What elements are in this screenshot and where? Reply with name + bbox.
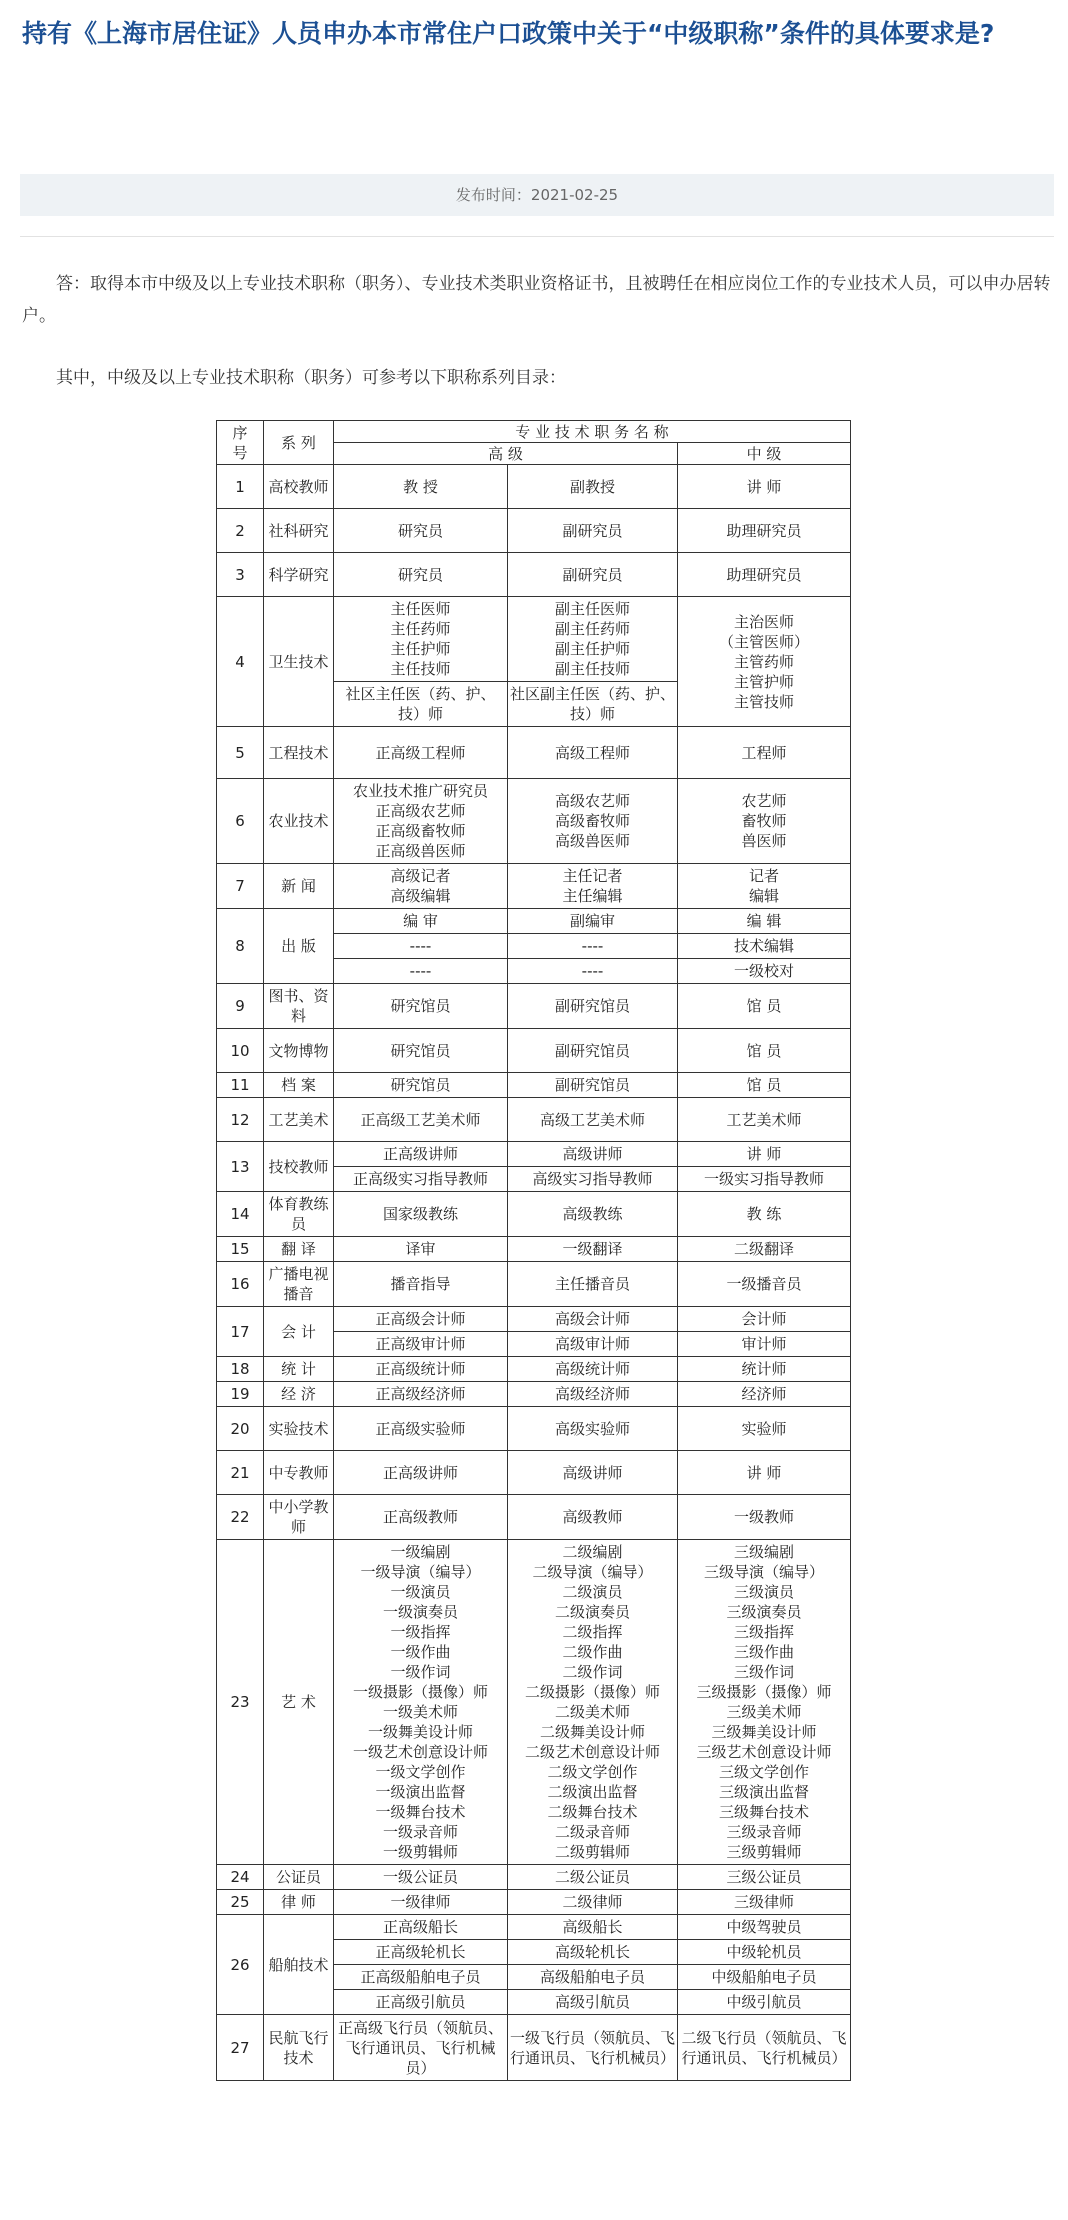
middle-title: 教 练 <box>678 1192 851 1237</box>
senior-title-a: ---- <box>334 934 508 959</box>
header-senior: 高 级 <box>334 443 678 465</box>
senior-title-a: 研究馆员 <box>334 984 508 1029</box>
senior-title-b: 高级轮机长 <box>508 1940 678 1965</box>
senior-title-a: 正高级飞行员（领航员、飞行通讯员、飞行机械员） <box>334 2015 508 2081</box>
row-no: 9 <box>217 984 264 1029</box>
middle-title: 助理研究员 <box>678 509 851 553</box>
senior-title-a: 一级公证员 <box>334 1865 508 1890</box>
senior-title-a: 正高级统计师 <box>334 1357 508 1382</box>
senior-title-a: 正高级实习指导教师 <box>334 1167 508 1192</box>
row-series: 工艺美术 <box>264 1098 334 1142</box>
row-series: 律 师 <box>264 1890 334 1915</box>
row-series: 农业技术 <box>264 779 334 864</box>
senior-title-b: 社区副主任医（药、护、技）师 <box>508 682 678 727</box>
header-series: 系 列 <box>264 421 334 465</box>
table-row <box>217 909 851 934</box>
senior-title-b: 高级实习指导教师 <box>508 1167 678 1192</box>
row-series: 会 计 <box>264 1307 334 1357</box>
row-series: 高校教师 <box>264 465 334 509</box>
table-row <box>217 1262 851 1307</box>
senior-title-a: 一级律师 <box>334 1890 508 1915</box>
senior-title-a: 国家级教练 <box>334 1192 508 1237</box>
row-no: 7 <box>217 864 264 909</box>
middle-title: 讲 师 <box>678 1451 851 1495</box>
senior-title-a: 教 授 <box>334 465 508 509</box>
senior-title-b: 二级律师 <box>508 1890 678 1915</box>
table-row <box>217 553 851 597</box>
header-middle: 中 级 <box>678 443 851 465</box>
senior-title-b: 高级农艺师 高级畜牧师 高级兽医师 <box>508 779 678 864</box>
middle-title: 一级实习指导教师 <box>678 1167 851 1192</box>
row-series: 社科研究 <box>264 509 334 553</box>
row-no: 20 <box>217 1407 264 1451</box>
senior-title-b: 高级讲师 <box>508 1451 678 1495</box>
senior-title-b: 高级统计师 <box>508 1357 678 1382</box>
senior-title-b: 一级翻译 <box>508 1237 678 1262</box>
row-series: 民航飞行技术 <box>264 2015 334 2081</box>
senior-title-a: 正高级会计师 <box>334 1307 508 1332</box>
row-no: 11 <box>217 1073 264 1098</box>
middle-title: 工程师 <box>678 727 851 779</box>
senior-title-b: 高级引航员 <box>508 1990 678 2015</box>
row-no: 15 <box>217 1237 264 1262</box>
table-row <box>217 1540 851 1865</box>
middle-title: 会计师 <box>678 1307 851 1332</box>
table-row <box>217 984 851 1029</box>
row-series: 出 版 <box>264 909 334 984</box>
senior-title-a: 正高级工程师 <box>334 727 508 779</box>
senior-title-a: 正高级讲师 <box>334 1142 508 1167</box>
row-series: 广播电视播音 <box>264 1262 334 1307</box>
senior-title-a: 正高级轮机长 <box>334 1940 508 1965</box>
senior-title-b: 高级船舶电子员 <box>508 1965 678 1990</box>
middle-title: 经济师 <box>678 1382 851 1407</box>
table-row <box>217 1382 851 1407</box>
senior-title-b: 高级经济师 <box>508 1382 678 1407</box>
senior-title-b: 副教授 <box>508 465 678 509</box>
middle-title: 馆 员 <box>678 984 851 1029</box>
row-no: 21 <box>217 1451 264 1495</box>
senior-title-a: 译审 <box>334 1237 508 1262</box>
senior-title-a: 研究馆员 <box>334 1073 508 1098</box>
row-no: 26 <box>217 1915 264 2015</box>
row-no: 22 <box>217 1495 264 1540</box>
table-row <box>217 1307 851 1332</box>
row-series: 船舶技术 <box>264 1915 334 2015</box>
senior-title-b: ---- <box>508 959 678 984</box>
table-row <box>217 1451 851 1495</box>
header-no: 序 号 <box>217 421 264 465</box>
senior-title-a: 正高级船长 <box>334 1915 508 1940</box>
row-series: 经 济 <box>264 1382 334 1407</box>
table-header-row <box>217 421 851 443</box>
senior-title-a: 研究员 <box>334 509 508 553</box>
row-no: 6 <box>217 779 264 864</box>
senior-title-a: 一级编剧 一级导演（编导） 一级演员 一级演奏员 一级指挥 一级作曲 一级作词 一级摄影（摄像）师 一级美术师 一级舞美设计师 一级艺术创意设计师 一级文学创作 一级演出监督 一级舞台技术 一级录音师 一级剪辑师 <box>334 1540 508 1865</box>
senior-title-a: 农业技术推广研究员 正高级农艺师 正高级畜牧师 正高级兽医师 <box>334 779 508 864</box>
senior-title-b: 高级教练 <box>508 1192 678 1237</box>
table-row <box>217 1098 851 1142</box>
middle-title: 讲 师 <box>678 465 851 509</box>
table-row <box>217 1142 851 1167</box>
row-series: 技校教师 <box>264 1142 334 1192</box>
row-no: 10 <box>217 1029 264 1073</box>
middle-title: 二级翻译 <box>678 1237 851 1262</box>
table-row <box>217 864 851 909</box>
senior-title-b: 二级公证员 <box>508 1865 678 1890</box>
senior-title-b: 高级教师 <box>508 1495 678 1540</box>
senior-title-b: 一级飞行员（领航员、飞行通讯员、飞行机械员） <box>508 2015 678 2081</box>
senior-title-b: 高级工程师 <box>508 727 678 779</box>
middle-title: 技术编辑 <box>678 934 851 959</box>
senior-title-b: 高级船长 <box>508 1915 678 1940</box>
senior-title-a: 编 审 <box>334 909 508 934</box>
row-series: 档 案 <box>264 1073 334 1098</box>
senior-title-a: 主任医师 主任药师 主任护师 主任技师 <box>334 597 508 682</box>
middle-title: 三级编剧 三级导演（编导） 三级演员 三级演奏员 三级指挥 三级作曲 三级作词 三级摄影（摄像）师 三级美术师 三级舞美设计师 三级艺术创意设计师 三级文学创作 三级演出监督 三级舞台技术 三级录音师 三级剪辑师 <box>678 1540 851 1865</box>
title-series-table <box>216 420 851 2081</box>
row-no: 3 <box>217 553 264 597</box>
table-row <box>217 1915 851 1940</box>
row-no: 17 <box>217 1307 264 1357</box>
table-row <box>217 1073 851 1098</box>
row-no: 16 <box>217 1262 264 1307</box>
row-no: 2 <box>217 509 264 553</box>
middle-title: 一级教师 <box>678 1495 851 1540</box>
middle-title: 助理研究员 <box>678 553 851 597</box>
middle-title: 二级飞行员（领航员、飞行通讯员、飞行机械员） <box>678 2015 851 2081</box>
row-no: 1 <box>217 465 264 509</box>
senior-title-b: 副主任医师 副主任药师 副主任护师 副主任技师 <box>508 597 678 682</box>
row-series: 图书、资料 <box>264 984 334 1029</box>
row-series: 艺 术 <box>264 1540 334 1865</box>
senior-title-a: 正高级工艺美术师 <box>334 1098 508 1142</box>
middle-title: 审计师 <box>678 1332 851 1357</box>
middle-title: 中级引航员 <box>678 1990 851 2015</box>
table-row <box>217 2015 851 2081</box>
row-no: 14 <box>217 1192 264 1237</box>
row-series: 新 闻 <box>264 864 334 909</box>
senior-title-b: 副研究员 <box>508 553 678 597</box>
row-no: 8 <box>217 909 264 984</box>
middle-title: 中级船舶电子员 <box>678 1965 851 1990</box>
middle-title: 三级公证员 <box>678 1865 851 1890</box>
row-no: 5 <box>217 727 264 779</box>
row-no: 4 <box>217 597 264 727</box>
row-no: 25 <box>217 1890 264 1915</box>
row-series: 公证员 <box>264 1865 334 1890</box>
senior-title-a: 正高级船舶电子员 <box>334 1965 508 1990</box>
senior-title-b: 高级会计师 <box>508 1307 678 1332</box>
row-no: 27 <box>217 2015 264 2081</box>
answer-paragraph: 答：取得本市中级及以上专业技术职称（职务）、专业技术类职业资格证书，且被聘任在相应岗位工作的专业技术人员，可以申办居转户。 <box>22 274 1051 326</box>
publish-time: 发布时间：2021-02-25 <box>20 174 1054 216</box>
row-no: 13 <box>217 1142 264 1192</box>
senior-title-b: 副研究馆员 <box>508 1073 678 1098</box>
senior-title-a: 正高级教师 <box>334 1495 508 1540</box>
row-series: 文物博物 <box>264 1029 334 1073</box>
table-row <box>217 465 851 509</box>
senior-title-a: 正高级经济师 <box>334 1382 508 1407</box>
row-no: 23 <box>217 1540 264 1865</box>
table-row <box>217 1495 851 1540</box>
table-row <box>217 1407 851 1451</box>
senior-title-b: 二级编剧 二级导演（编导） 二级演员 二级演奏员 二级指挥 二级作曲 二级作词 二级摄影（摄像）师 二级美术师 二级舞美设计师 二级艺术创意设计师 二级文学创作 二级演出监督 二级舞台技术 二级录音师 二级剪辑师 <box>508 1540 678 1865</box>
middle-title: 农艺师 畜牧师 兽医师 <box>678 779 851 864</box>
senior-title-b: 高级实验师 <box>508 1407 678 1451</box>
senior-title-a: 研究馆员 <box>334 1029 508 1073</box>
senior-title-b: 高级讲师 <box>508 1142 678 1167</box>
table-row <box>217 1890 851 1915</box>
middle-title: 中级驾驶员 <box>678 1915 851 1940</box>
row-series: 统 计 <box>264 1357 334 1382</box>
table-row <box>217 1237 851 1262</box>
row-series: 体育教练员 <box>264 1192 334 1237</box>
middle-title: 记者 编辑 <box>678 864 851 909</box>
middle-title: 三级律师 <box>678 1890 851 1915</box>
senior-title-b: 副研究员 <box>508 509 678 553</box>
row-series: 中专教师 <box>264 1451 334 1495</box>
senior-title-b: 副研究馆员 <box>508 984 678 1029</box>
middle-title: 一级校对 <box>678 959 851 984</box>
senior-title-b: 高级审计师 <box>508 1332 678 1357</box>
senior-title-b: 高级工艺美术师 <box>508 1098 678 1142</box>
row-no: 19 <box>217 1382 264 1407</box>
senior-title-b: 副研究馆员 <box>508 1029 678 1073</box>
middle-title: 讲 师 <box>678 1142 851 1167</box>
middle-title: 工艺美术师 <box>678 1098 851 1142</box>
senior-title-a: 研究员 <box>334 553 508 597</box>
table-row <box>217 1865 851 1890</box>
middle-title: 馆 员 <box>678 1073 851 1098</box>
row-series: 工程技术 <box>264 727 334 779</box>
senior-title-b: ---- <box>508 934 678 959</box>
intro-paragraph: 其中，中级及以上专业技术职称（职务）可参考以下职称系列目录： <box>56 368 566 388</box>
table-row <box>217 779 851 864</box>
row-series: 科学研究 <box>264 553 334 597</box>
header-title-group: 专 业 技 术 职 务 名 称 <box>334 421 851 443</box>
row-series: 翻 译 <box>264 1237 334 1262</box>
senior-title-a: 高级记者 高级编辑 <box>334 864 508 909</box>
senior-title-b: 副编审 <box>508 909 678 934</box>
middle-title: 一级播音员 <box>678 1262 851 1307</box>
table-row <box>217 1029 851 1073</box>
middle-title: 实验师 <box>678 1407 851 1451</box>
row-no: 18 <box>217 1357 264 1382</box>
middle-title: 中级轮机员 <box>678 1940 851 1965</box>
middle-title: 馆 员 <box>678 1029 851 1073</box>
middle-title: 编 辑 <box>678 909 851 934</box>
table-row <box>217 1192 851 1237</box>
senior-title-a: 正高级讲师 <box>334 1451 508 1495</box>
table-row <box>217 727 851 779</box>
table-row <box>217 509 851 553</box>
row-series: 实验技术 <box>264 1407 334 1451</box>
senior-title-a: 社区主任医（药、护、技）师 <box>334 682 508 727</box>
row-no: 24 <box>217 1865 264 1890</box>
middle-title: 主治医师 （主管医师） 主管药师 主管护师 主管技师 <box>678 597 851 727</box>
row-series: 卫生技术 <box>264 597 334 727</box>
senior-title-a: 正高级引航员 <box>334 1990 508 2015</box>
senior-title-a: ---- <box>334 959 508 984</box>
senior-title-a: 正高级实验师 <box>334 1407 508 1451</box>
row-series: 中小学教师 <box>264 1495 334 1540</box>
senior-title-b: 主任记者 主任编辑 <box>508 864 678 909</box>
senior-title-b: 主任播音员 <box>508 1262 678 1307</box>
divider <box>20 236 1054 237</box>
row-no: 12 <box>217 1098 264 1142</box>
middle-title: 统计师 <box>678 1357 851 1382</box>
table-row <box>217 597 851 682</box>
table-row <box>217 1357 851 1382</box>
page-title: 持有《上海市居住证》人员申办本市常住户口政策中关于“中级职称”条件的具体要求是? <box>22 19 995 48</box>
senior-title-a: 正高级审计师 <box>334 1332 508 1357</box>
senior-title-a: 播音指导 <box>334 1262 508 1307</box>
